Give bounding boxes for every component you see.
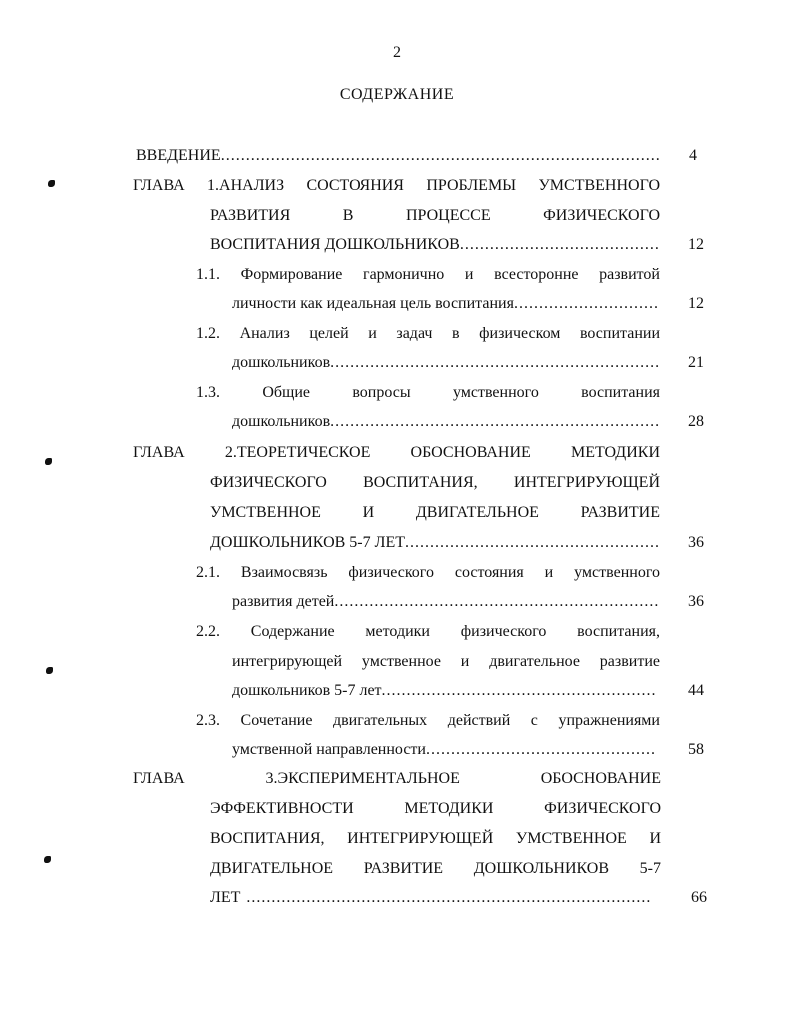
toc-section-1-1-line-2[interactable]	[232, 294, 660, 314]
toc-chapter-1-line-1[interactable]: ГЛАВА 1.АНАЛИЗ СОСТОЯНИЯ ПРОБЛЕМЫ УМСТВЕННОГО	[133, 177, 660, 194]
toc-entry-text: развития детей	[232, 593, 335, 610]
dot-leader	[334, 592, 660, 612]
toc-chapter-2-line-3[interactable]: УМСТВЕННОЕ И ДВИГАТЕЛЬНОЕ РАЗВИТИЕ	[210, 504, 660, 521]
toc-section-2-2-line-2[interactable]: интегрирующей умственное и двигательное развитие	[232, 653, 660, 670]
toc-page-number: 21	[688, 354, 704, 371]
toc-section-1-2-line-2[interactable]	[232, 353, 660, 373]
toc-chapter-3-line-3[interactable]: ВОСПИТАНИЯ, ИНТЕГРИРУЮЩЕЙ УМСТВЕННОЕ И	[210, 830, 661, 847]
scan-mark	[48, 180, 55, 187]
toc-entry-text: ВОСПИТАНИЯ ДОШКОЛЬНИКОВ	[210, 236, 460, 253]
toc-section-1-2-line-1[interactable]: 1.2. Анализ целей и задач в физическом воспитании	[196, 325, 660, 342]
toc-chapter-2-line-4[interactable]	[210, 533, 660, 553]
toc-page-number: 28	[688, 413, 704, 430]
dot-leader	[246, 888, 650, 908]
page-title: СОДЕРЖАНИЕ	[339, 86, 455, 103]
toc-chapter-1-line-3[interactable]	[210, 235, 660, 255]
dot-leader	[330, 412, 660, 432]
toc-section-2-1-line-2[interactable]	[232, 592, 660, 612]
toc-entry-text: дошкольников	[232, 413, 331, 430]
dot-leader	[221, 146, 660, 166]
toc-section-1-3-line-1[interactable]: 1.3. Общие вопросы умственного воспитания	[196, 384, 660, 401]
toc-entry-text: дошкольников 5-7 лет	[232, 682, 382, 699]
toc-entry-text: ВВЕДЕНИЕ	[136, 147, 221, 164]
toc-section-1-1-line-1[interactable]: 1.1. Формирование гармонично и всесторонне развитой	[196, 266, 660, 283]
toc-chapter-3-line-2[interactable]: ЭФФЕКТИВНОСТИ МЕТОДИКИ ФИЗИЧЕСКОГО	[210, 800, 661, 817]
scan-mark	[44, 856, 51, 863]
toc-page-number: 12	[688, 236, 704, 253]
toc-page-number: 12	[688, 295, 704, 312]
dot-leader	[426, 740, 656, 760]
toc-entry-text: личности как идеальная цель воспитания	[232, 295, 514, 312]
toc-page-number: 36	[688, 534, 704, 551]
page-number: 2	[393, 44, 401, 61]
toc-chapter-3-line-1[interactable]: ГЛАВА 3.ЭКСПЕРИМЕНТАЛЬНОЕ ОБОСНОВАНИЕ	[133, 770, 661, 787]
toc-chapter-1-line-2[interactable]: РАЗВИТИЯ В ПРОЦЕССЕ ФИЗИЧЕСКОГО	[210, 207, 660, 224]
dot-leader	[405, 533, 660, 553]
toc-chapter-3-line-5[interactable]	[210, 888, 650, 908]
toc-entry-text: ДОШКОЛЬНИКОВ 5-7 ЛЕТ	[210, 534, 406, 551]
toc-page-number: 58	[688, 741, 704, 758]
dot-leader	[514, 294, 660, 314]
toc-section-2-2-line-3[interactable]	[232, 681, 656, 701]
toc-section-2-3-line-2[interactable]	[232, 740, 656, 760]
toc-section-2-3-line-1[interactable]: 2.3. Сочетание двигательных действий с упражнениями	[196, 712, 660, 729]
toc-chapter-2-line-2[interactable]: ФИЗИЧЕСКОГО ВОСПИТАНИЯ, ИНТЕГРИРУЮЩЕЙ	[210, 474, 660, 491]
dot-leader	[460, 235, 660, 255]
toc-section-1-3-line-2[interactable]	[232, 412, 660, 432]
toc-entry-text: ЛЕТ	[210, 889, 241, 906]
dot-leader	[382, 681, 656, 701]
toc-page-number: 36	[688, 593, 704, 610]
toc-entry-text: дошкольников	[232, 354, 331, 371]
toc-chapter-3-line-4[interactable]: ДВИГАТЕЛЬНОЕ РАЗВИТИЕ ДОШКОЛЬНИКОВ 5-7	[210, 860, 661, 877]
scan-mark	[46, 667, 53, 674]
toc-chapter-2-line-1[interactable]: ГЛАВА 2.ТЕОРЕТИЧЕСКОЕ ОБОСНОВАНИЕ МЕТОДИКИ	[133, 444, 660, 461]
scan-mark	[45, 458, 52, 465]
toc-page-number: 44	[688, 682, 704, 699]
toc-page-number: 4	[689, 147, 697, 164]
toc-entry-text: умственной направленности	[232, 741, 426, 758]
dot-leader	[330, 353, 660, 373]
toc-entry-intro[interactable]	[136, 146, 660, 166]
toc-section-2-1-line-1[interactable]: 2.1. Взаимосвязь физического состояния и умственного	[196, 564, 660, 581]
toc-section-2-2-line-1[interactable]: 2.2. Содержание методики физического воспитания,	[196, 623, 660, 640]
toc-page-number: 66	[691, 889, 707, 906]
